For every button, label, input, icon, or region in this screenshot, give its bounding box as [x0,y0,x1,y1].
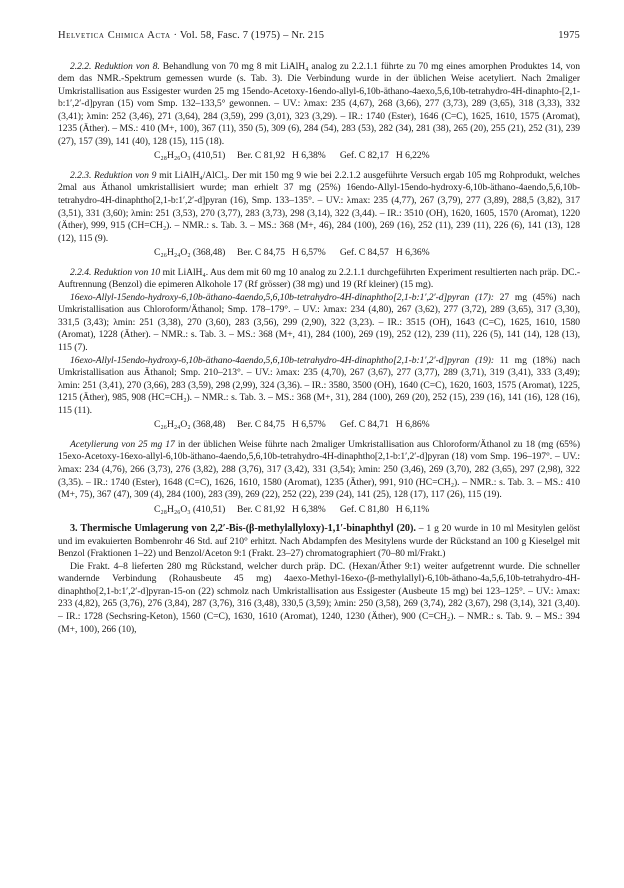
elemental-analysis: C₂₆H₂₄O₂ (368,48) Ber. C 84,75 H 6,57% Gef. C 84,71 H 6,86% [154,419,430,431]
paragraph [58,523,580,561]
section-2-2-3 [58,170,580,260]
paragraph: Die Frakt. 4–8 lieferten 280 mg Rückstand, welcher durch präp. DC. (Hexan/Äther 9:1) weiter aufgetrennt wurde. Die schneller wandernde Verbindung (Rohausbeute 45 mg) 4aexo-Methyl-16exo-(β-methylallyl)-6,10b-äthano-4a,5,6,10b-tetrahydro-4H-dinaphtho[2,1-b:1′,2′-d]pyran-15-on (22) schmolz nach Umkristallisation aus Essigester (Ausbeute 15 mg) bei 123–125°. – UV.: λmax: 233 (4,82), 265 (3,76), 276 (3,84), 287 (3,76), 316 (3,48), 330,5 (3,59); λmin: 250 (3,58), 269 (3,74), 282 (3,67), 298 (3,14), 321 (3,40). – IR.: 1728 (Sechsring-Keton), 1560 (C=C), 1630, 1610 (Aromat), 1240, 1230 (Äther), 900 (C=CH₂). – NMR.: s. Tab. 9. – MS.: 394 (M+, 100), 266 (10), [58,560,580,635]
paragraph [58,355,580,418]
paragraph-lead: 2.2.2. Reduktion von 8. [70,60,160,72]
paragraph-text: Behandlung von 70 mg 8 mit LiAlH₄ analog zu 2.2.1.1 führte zu 70 mg eines amorphen Produktes 14, von dem das NMR.-Spektrum gemessen wurde (s. Tab. 3). Die Verbindung wurde in der üblichen Weise acetyliert. Nach 2maliger Umkristallisation aus Essigester wurden 25 mg 15endo-Acetoxy-16endo-allyl-6,10b-äthano-4aexo,5,6,10b-tetrahydro-4H-dinaphto-[2,1-b:1′,2′-d]pyran (15) vom Smp. 132–133,5° gewonnen. – UV.: λmax: 235 (4,67), 268 (3,66), 277 (3,73), 289 (3,65), 318 (3,33), 332 (3,41); λmin: 252 (3,46), 271 (3,64), 284 (3,59), 299 (3,01), 323 (3,29). – IR.: 1740 (Ester), 1646 (C=C), 1625, 1610, 1575 (Aromat), 1235 (Äther). – MS.: 410 (M+, 100), 367 (11), 350 (5), 309 (6), 284 (54), 283 (53), 282 (34), 281 (38), 265 (20), 255 (21), 252 (31), 239 (27), 157 (39), 141 (40), 128 (15), 115 (18). [58,60,580,147]
paragraph-text: mit LiAlH₄/AlCl₃. Der mit 150 mg 9 wie bei 2.2.1.2 ausgeführte Versuch ergab 105 mg Rohprodukt, welches 2mal aus Äthanol umkristallisiert wurde; man erhielt 37 mg (25%) 16endo-Allyl-15endo-hydroxy-6,10b-äthano-4aendo,5,6,10b-tetrahydro-4H-dinaphtho[2,1-b:1′,2′-d]pyran (16), Smp. 133–135°. – UV.: λmax: 235 (4,77), 267 (3,79), 277 (3,89), 288,5 (3,82), 317 (3,51), 331 (3,60); λmin: 251 (3,53), 270 (3,77), 283 (3,73), 298 (3,14), 322 (3,44). – IR.: 3510 (OH), 1620, 1605, 1570 (Aromat), 1220 (Äther), 999, 915 (CH=CH₂). – NMR.: s. Tab. 3. – MS.: 368 (M+, 46), 284 (100), 269 (16), 252 (11), 239 (11), 226 (6), 141 (13), 128 (12), 115 (9). [58,169,580,244]
compound-name: 16exo-Allyl-15endo-hydroxy-6,10b-äthano-4aendo,5,6,10b-tetrahydro-4H-dinaphtho[2,1-b:1′,2′-d]pyran (19): [70,354,494,366]
paragraph [58,439,580,502]
journal-title [58,30,324,43]
paragraph-text: in der üblichen Weise führte nach 2maliger Umkristallisation aus Chloroform/Äthanol zu 18 (mg (65%) 15exo-Acetoxy-16exo-allyl-6,10b-äthano-4aendo,5,6,10b-tetrahydro-4H-dinaphtho[2,1-b:1′,2′-d]pyran (18) vom Smp. 196–197°. – UV.: λmax: 234 (4,76), 266 (3,73), 276 (3,82), 288 (3,76), 317 (3,42), 331 (3,54); λmin: 250 (3,46), 269 (3,70), 282 (3,65), 297 (2,98), 322 (3,35). – IR.: 1740 (Ester), 1648 (C=C), 1626, 1610, 1580 (Aromat), 1235 (Äther), 991, 910 (HC=CH₂). – NMR.: s. Tab. 3. – MS.: 410 (M+, 75), 367 (47), 309 (4), 284 (100), 283 (39), 269 (22), 252 (22), 239 (24), 141 (25), 128 (17), 117 (26), 115 (19). [58,438,581,501]
paragraph [58,61,580,149]
section-3 [58,523,580,636]
paragraph-text: 11 mg (18%) nach Umkristallisation aus Äthanol; Smp. 210–213°. – UV.: λmax: 235 (4,70), 267 (3,67), 277 (3,77), 289 (3,71), 319 (3,41), 333 (3,49); λmin: 251 (3,41), 270 (3,66), 283 (3,59), 298 (2,99), 324 (3,36). – IR.: 3580, 3500 (OH), 1640 (C=C), 1620, 1603, 1575 (Aromat), 1225, 1215 (Äther), 985, 908 (HC=CH₂). – NMR.: s. Tab. 3. – MS.: 368 (M+, 31), 284 (100), 269 (20), 252 (15), 239 (16), 141 (16), 128 (16), 115 (11). [58,354,580,416]
paragraph-lead: Acetylierung von 25 mg 17 [70,438,175,450]
paragraph [58,267,580,292]
paragraph [58,292,580,355]
paragraph-text: – 1 g 20 wurde in 10 ml Mesitylen gelöst und im evakuierten Bombenrohr 46 Std. auf 210° erhitzt. Nach Abdampfen des Mesitylens wurde der Rückstand an 100 g Kieselgel mit Benzol (Fraktionen 1–22) und Benzol/Aceton 9:1 (Frakt. 23–27) chromatographiert (70–80 ml/Frakt.) [58,523,580,560]
elemental-analysis: C₂₈H₂₆O₃ (410,51) Ber. C 81,92 H 6,38% Gef. C 82,17 H 6,22% [154,150,430,162]
elemental-analysis: C₂₆H₂₄O₂ (368,48) Ber. C 84,75 H 6,57% Gef. C 84,57 H 6,36% [154,247,430,259]
running-header [58,30,580,43]
journal-name: Helvetica Chimica Acta [58,30,171,41]
volume-info: · Vol. 58, Fasc. 7 (1975) – Nr. 215 [173,30,325,41]
page-number: 1975 [558,30,580,41]
paragraph-lead: 2.2.3. Reduktion von 9 [70,169,157,181]
section-heading: 3. Thermische Umlagerung von 2,2′-Bis-(β-methylallyloxy)-1,1′-binaphthyl (20). [70,523,416,535]
compound-name: 16exo-Allyl-15endo-hydroxy-6,10b-äthano-4aendo,5,6,10b-tetrahydro-4H-dinaphtho[2,1-b:1′,2′-d]pyran (17): [70,291,494,303]
paragraph-lead: 2.2.4. Reduktion von 10 [70,266,161,278]
paragraph-text: mit LiAlH₄. Aus dem mit 60 mg 10 analog zu 2.2.1.1 durchgeführten Experiment resultierten nach präp. DC.-Auftrennung (Benzol) die epimeren Alkohole 17 (Rf grösser) (38 mg) und 19 (Rf kleiner) (15 mg). [58,266,580,291]
paragraph-text: 27 mg (45%) nach Umkristallisation aus Chloroform/Äthanol; Smp. 178–179°. – UV.: λmax: 234 (4,80), 267 (3,62), 277 (3,72), 289 (3,65), 317 (3,30), 331,5 (3,43); λmin: 251 (3,38), 270 (3,60), 283 (3,56), 299 (2,90), 322 (3,23). – IR.: 3515 (OH), 1643 (C=C), 1625, 1610, 1580 (Aromat), 1228 (Äther). – NMR.: s. Tab. 3. – MS.: 368 (M+, 41), 284 (100), 269 (19), 252 (12), 239 (11), 226 (5), 141 (14), 128 (13), 115 (7). [58,291,580,354]
section-2-2-4 [58,267,580,516]
paragraph [58,170,580,245]
section-2-2-2 [58,61,580,163]
elemental-analysis: C₂₈H₂₆O₃ (410,51) Ber. C 81,92 H 6,38% Gef. C 81,80 H 6,11% [154,503,430,515]
